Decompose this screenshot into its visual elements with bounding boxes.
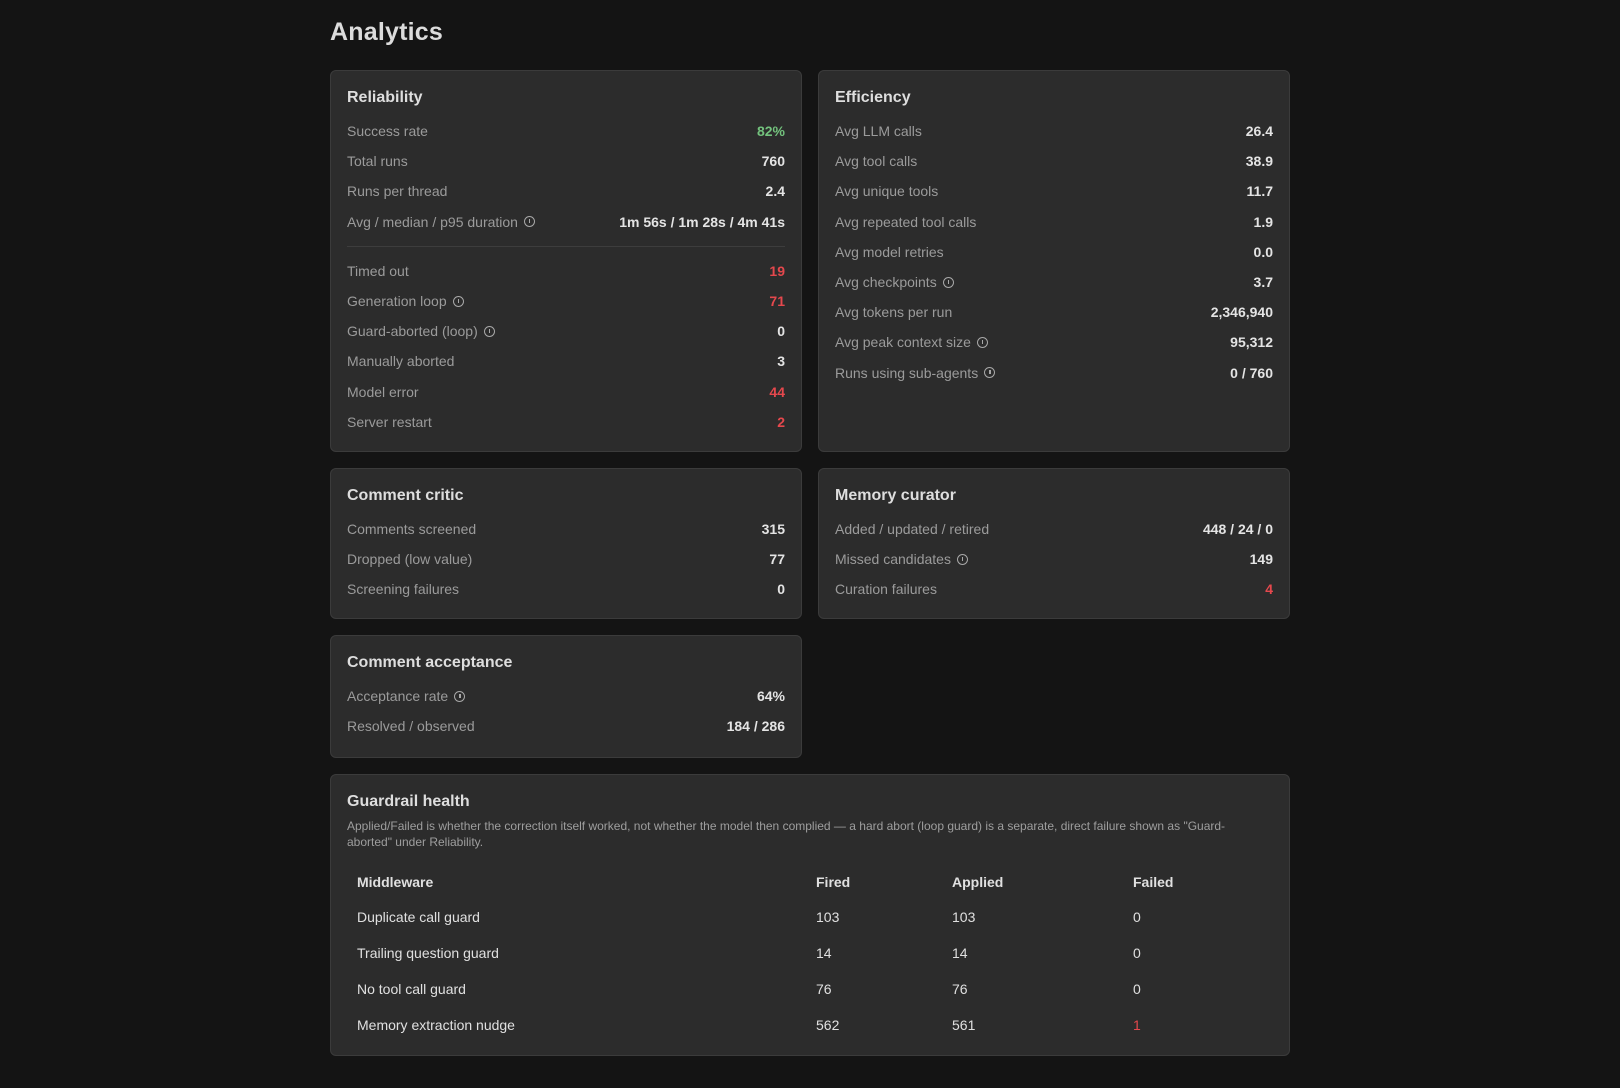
- metric-row: [347, 146, 785, 176]
- metric-label: [347, 688, 465, 704]
- metric-label: [347, 263, 409, 279]
- metric-label: [835, 304, 952, 320]
- metric-label-text: Resolved / observed: [347, 718, 475, 735]
- memory-curator-rows: [835, 514, 1273, 605]
- applied-cell: 76: [952, 981, 968, 997]
- metric-label-text: Acceptance rate: [347, 688, 449, 705]
- table-header-row: [347, 864, 1273, 899]
- fired-cell: 76: [816, 981, 832, 997]
- efficiency-rows: [835, 116, 1273, 388]
- metric-row: [347, 407, 785, 437]
- metric-value: 760: [761, 153, 785, 170]
- middleware-cell: Duplicate call guard: [357, 909, 480, 925]
- metric-value: 44: [769, 383, 785, 400]
- metric-value: 26.4: [1245, 123, 1273, 140]
- middleware-cell: Memory extraction nudge: [357, 1017, 515, 1033]
- metric-value: 64%: [756, 688, 785, 705]
- metric-row: [347, 116, 785, 146]
- metric-label-text: Avg tool calls: [835, 153, 918, 170]
- comment-acceptance-rows: [347, 681, 785, 741]
- fired-cell: 14: [816, 945, 832, 961]
- metric-row: [835, 358, 1273, 388]
- metric-value: 11.7: [1246, 183, 1273, 200]
- column-header-fired: Fired: [816, 873, 851, 890]
- metric-value: 0: [777, 323, 785, 340]
- metric-label-text: Comments screened: [347, 521, 477, 538]
- metric-label: [347, 414, 432, 430]
- metric-label-text: Timed out: [347, 262, 409, 279]
- reliability-rows-top: [347, 116, 785, 237]
- metric-row: [835, 514, 1273, 544]
- metric-row: [835, 544, 1273, 574]
- guardrail-health-card: [330, 774, 1290, 1056]
- fired-cell: 103: [816, 909, 840, 925]
- card-title: Guardrail health: [347, 793, 470, 810]
- metric-value: 2,346,940: [1210, 304, 1273, 321]
- metric-value: 4: [1265, 581, 1273, 598]
- metric-label-text: Dropped (low value): [347, 551, 473, 568]
- metric-value: 19: [769, 262, 785, 279]
- info-circle-icon[interactable]: [484, 326, 495, 337]
- metric-row: [835, 116, 1273, 146]
- reliability-rows-bottom: [347, 256, 785, 437]
- metric-label-text: Success rate: [347, 123, 428, 140]
- metric-label-text: Screening failures: [347, 581, 460, 598]
- card-title: Reliability: [347, 89, 423, 106]
- metric-label-text: Guard-aborted (loop): [347, 323, 478, 340]
- analytics-page: [330, 0, 1290, 1056]
- metric-label-text: Avg peak context size: [835, 334, 971, 351]
- failed-cell: 0: [1133, 981, 1141, 997]
- card-title: Memory curator: [835, 487, 956, 504]
- metric-label: [347, 718, 475, 734]
- metric-label: [347, 293, 464, 309]
- comment-critic-card: [330, 468, 802, 619]
- metric-row: [347, 377, 785, 407]
- metric-label: [835, 551, 968, 567]
- metric-label: [347, 551, 472, 567]
- card-title: Comment acceptance: [347, 654, 513, 671]
- column-header-applied: Applied: [952, 873, 1004, 890]
- metric-row: [835, 267, 1273, 297]
- card-title: Efficiency: [835, 89, 911, 106]
- metric-row: [835, 207, 1273, 237]
- comment-critic-rows: [347, 514, 785, 605]
- metric-label-text: Total runs: [347, 153, 408, 170]
- metric-label-text: Generation loop: [347, 293, 447, 310]
- metric-value: 3: [777, 353, 785, 370]
- guardrail-table: [347, 864, 1273, 1043]
- metric-label: [347, 183, 447, 199]
- failed-cell: 0: [1133, 945, 1141, 961]
- metric-value: 2.4: [765, 183, 785, 200]
- metric-label-text: Curation failures: [835, 581, 937, 598]
- metric-label: [347, 123, 428, 139]
- column-header-failed: Failed: [1133, 873, 1174, 890]
- table-row: [347, 971, 1273, 1007]
- metric-row: [347, 346, 785, 376]
- metric-label-text: Avg tokens per run: [835, 304, 953, 321]
- metric-value: 315: [761, 521, 785, 538]
- metric-value: 184 / 286: [726, 718, 785, 735]
- metric-value: 1.9: [1253, 213, 1273, 230]
- info-circle-icon[interactable]: [454, 691, 465, 702]
- metric-value: 95,312: [1230, 334, 1273, 351]
- info-circle-icon[interactable]: [984, 367, 995, 378]
- metric-label: [835, 214, 976, 230]
- failed-cell: 1: [1133, 1017, 1141, 1033]
- metric-label-text: Avg LLM calls: [835, 123, 922, 140]
- metric-label: [347, 384, 419, 400]
- applied-cell: 561: [952, 1017, 976, 1033]
- metric-label: [835, 153, 917, 169]
- reliability-card: [330, 70, 802, 452]
- metric-row: [835, 574, 1273, 604]
- metric-row: [347, 316, 785, 346]
- table-row: [347, 899, 1273, 935]
- metric-label: [835, 274, 954, 290]
- middleware-cell: Trailing question guard: [357, 945, 499, 961]
- metric-value: 82%: [756, 123, 785, 140]
- metric-row: [347, 176, 785, 206]
- metric-value: 1m 56s / 1m 28s / 4m 41s: [619, 213, 785, 230]
- metric-row: [347, 574, 785, 604]
- metric-label-text: Avg checkpoints: [835, 274, 937, 291]
- metric-row: [835, 237, 1273, 267]
- metric-label-text: Model error: [347, 383, 419, 400]
- info-circle-icon[interactable]: [524, 216, 535, 227]
- metric-label: [835, 183, 938, 199]
- metric-label: [835, 521, 989, 537]
- guardrail-table-body: [347, 899, 1273, 1043]
- metric-row: [347, 711, 785, 741]
- metric-row: [347, 681, 785, 711]
- info-circle-icon[interactable]: [453, 296, 464, 307]
- metric-row: [347, 544, 785, 574]
- comment-acceptance-card: [330, 635, 802, 758]
- efficiency-card: [818, 70, 1290, 452]
- metric-row: [347, 286, 785, 316]
- cards-grid: [330, 70, 1290, 758]
- metric-value: 0: [777, 581, 785, 598]
- metric-label-text: Avg / median / p95 duration: [347, 213, 518, 230]
- metric-label: [835, 123, 922, 139]
- metric-label: [347, 153, 408, 169]
- metric-label: [347, 323, 495, 339]
- table-row: [347, 935, 1273, 971]
- page-title: Analytics: [330, 18, 443, 46]
- metric-label: [835, 334, 988, 350]
- applied-cell: 14: [952, 945, 968, 961]
- metric-value: 38.9: [1245, 153, 1273, 170]
- metric-label: [347, 521, 476, 537]
- metric-label: [835, 365, 995, 381]
- metric-label-text: Runs using sub-agents: [835, 364, 979, 381]
- metric-label-text: Avg unique tools: [835, 183, 939, 200]
- metric-value: 77: [769, 551, 785, 568]
- metric-label-text: Avg repeated tool calls: [835, 213, 977, 230]
- middleware-cell: No tool call guard: [357, 981, 466, 997]
- divider: [347, 246, 785, 247]
- metric-value: 71: [769, 293, 785, 310]
- fired-cell: 562: [816, 1017, 840, 1033]
- metric-label: [835, 581, 937, 597]
- metric-row: [347, 514, 785, 544]
- metric-label-text: Manually aborted: [347, 353, 455, 370]
- metric-value: 2: [777, 413, 785, 430]
- metric-value: 0 / 760: [1230, 364, 1273, 381]
- metric-row: [347, 256, 785, 286]
- metric-label-text: Avg model retries: [835, 243, 944, 260]
- info-circle-icon[interactable]: [957, 554, 968, 565]
- metric-row: [347, 207, 785, 237]
- metric-value: 3.7: [1253, 274, 1273, 291]
- failed-cell: 0: [1133, 909, 1141, 925]
- memory-curator-card: [818, 468, 1290, 619]
- info-circle-icon[interactable]: [943, 277, 954, 288]
- metric-label-text: Runs per thread: [347, 183, 448, 200]
- guardrail-description: Applied/Failed is whether the correction itself worked, not whether the model then complied — a hard abort (loop guard) is a separate, direct failure shown as "Guard-aborted" under Reliability.: [347, 819, 1226, 849]
- metric-label: [347, 353, 454, 369]
- metric-value: 448 / 24 / 0: [1202, 521, 1273, 538]
- metric-row: [835, 327, 1273, 357]
- metric-label-text: Added / updated / retired: [835, 521, 990, 538]
- table-row: [347, 1007, 1273, 1043]
- applied-cell: 103: [952, 909, 976, 925]
- column-header-middleware: Middleware: [357, 873, 434, 890]
- metric-row: [835, 297, 1273, 327]
- info-circle-icon[interactable]: [977, 337, 988, 348]
- metric-row: [835, 176, 1273, 206]
- metric-label-text: Server restart: [347, 413, 432, 430]
- metric-value: 0.0: [1253, 243, 1273, 260]
- metric-value: 149: [1249, 551, 1273, 568]
- metric-label: [347, 581, 459, 597]
- metric-row: [835, 146, 1273, 176]
- metric-label-text: Missed candidates: [835, 551, 951, 568]
- metric-label: [835, 244, 944, 260]
- metric-label: [347, 214, 535, 230]
- card-title: Comment critic: [347, 487, 464, 504]
